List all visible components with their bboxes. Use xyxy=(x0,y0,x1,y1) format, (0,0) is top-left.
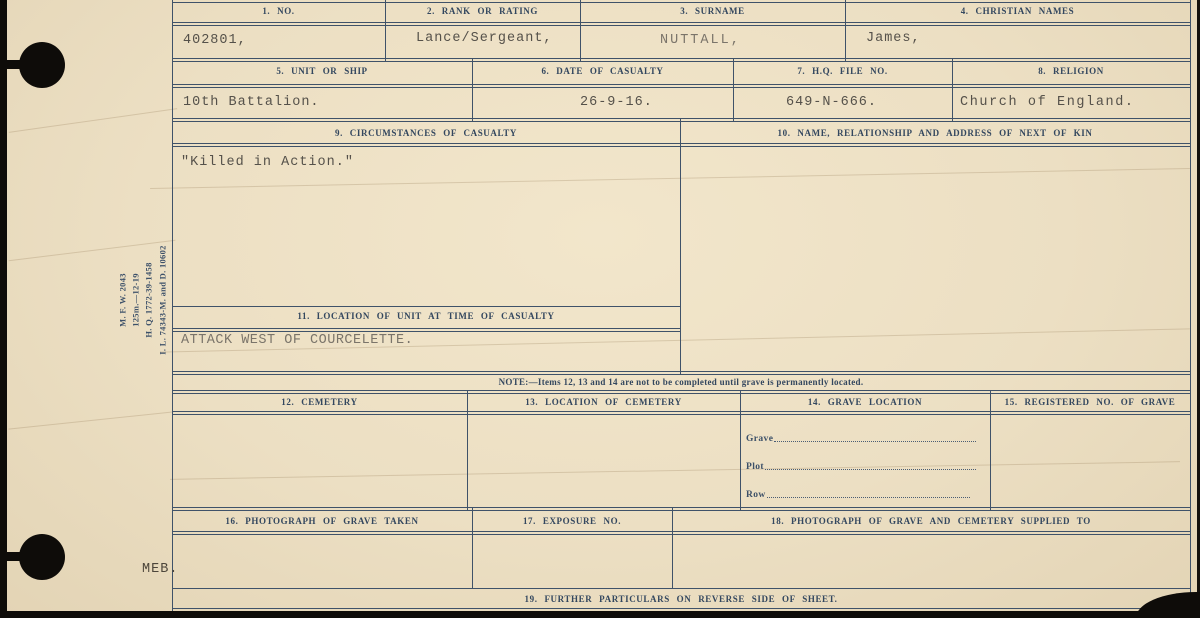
row-entry-label: Row xyxy=(746,490,766,500)
hole-punch-top xyxy=(19,42,65,88)
grave-entry-line xyxy=(746,430,976,444)
rule xyxy=(172,588,1190,589)
field-religion-value: Church of England. xyxy=(960,95,1135,110)
field-cemetery-label: 12. CEMETERY xyxy=(281,397,358,407)
rule xyxy=(172,84,1190,85)
field-date-of-casualty-label: 6. DATE OF CASUALTY xyxy=(541,66,664,76)
rule xyxy=(172,118,1190,119)
scan-edge-bottom xyxy=(0,611,1200,618)
dotted-leader xyxy=(767,497,970,498)
crease-line xyxy=(8,411,173,429)
rule xyxy=(467,390,468,510)
rule xyxy=(172,371,1190,372)
dotted-leader xyxy=(774,441,976,442)
form-reference-line: M. F. W. 2043 xyxy=(117,273,128,327)
rule xyxy=(172,331,680,332)
form-reference-line: I. L. 74343-M. and D. 10602 xyxy=(157,245,168,355)
crease-line xyxy=(170,461,1180,480)
field-registered-no-label: 15. REGISTERED NO. OF GRAVE xyxy=(1004,397,1176,407)
rule xyxy=(172,25,1190,26)
dotted-leader xyxy=(765,469,976,470)
field-further-particulars-label: 19. FURTHER PARTICULARS ON REVERSE SIDE OF SHEET. xyxy=(524,594,838,604)
field-no-label: 1. NO. xyxy=(262,6,295,16)
field-surname-value: NUTTALL, xyxy=(660,33,741,48)
crease-line xyxy=(9,108,177,133)
rule xyxy=(172,414,1190,415)
rule xyxy=(172,510,1190,511)
field-next-of-kin-label: 10. NAME, RELATIONSHIP AND ADDRESS OF NEXT OF KIN xyxy=(777,128,1093,138)
rule xyxy=(172,390,1190,391)
rule xyxy=(172,58,1190,59)
field-christian-names-value: James, xyxy=(866,31,921,46)
field-circumstances-label: 9. CIRCUMSTANCES OF CASUALTY xyxy=(335,128,517,138)
field-christian-names-label: 4. CHRISTIAN NAMES xyxy=(960,6,1075,16)
rule xyxy=(172,393,1190,394)
field-rank-value: Lance/Sergeant, xyxy=(416,31,553,46)
form-reference-line: 125m.—12-19 xyxy=(130,273,141,327)
rule xyxy=(172,61,1190,62)
printer-form-reference xyxy=(117,245,170,354)
rule xyxy=(680,118,681,374)
rule xyxy=(172,22,1190,23)
rule xyxy=(172,328,680,329)
field-cemetery-location-label: 13. LOCATION OF CEMETERY xyxy=(525,397,682,407)
rule xyxy=(740,390,741,510)
field-unit-location-value: ATTACK WEST OF COURCELETTE. xyxy=(181,333,414,348)
field-circumstances-value: "Killed in Action." xyxy=(181,155,354,170)
field-date-of-casualty-value: 26-9-16. xyxy=(580,95,653,110)
rule xyxy=(172,87,1190,88)
field-hq-file-no-value: 649-N-666. xyxy=(786,95,878,110)
field-photo-supplied-label: 18. PHOTOGRAPH OF GRAVE AND CEMETERY SUPPLIED TO xyxy=(771,516,1091,526)
form-reference-line: H. Q. 1772-39-1458 xyxy=(144,262,154,338)
rule xyxy=(172,121,1190,122)
scan-edge-left xyxy=(0,0,7,618)
plot-entry-label: Plot xyxy=(746,462,764,472)
rule xyxy=(172,608,1190,609)
plot-entry-line xyxy=(746,458,976,472)
field-grave-location-label: 14. GRAVE LOCATION xyxy=(807,397,923,407)
clerk-initials: MEB. xyxy=(142,562,179,577)
rule xyxy=(990,390,991,510)
field-unit-value: 10th Battalion. xyxy=(183,95,320,110)
rule xyxy=(172,306,680,307)
row-entry-line xyxy=(746,486,970,500)
rule xyxy=(172,507,1190,508)
grave-entry-label: Grave xyxy=(746,434,774,444)
rule xyxy=(1190,0,1191,611)
note-text: NOTE:—Items 12, 13 and 14 are not to be completed until grave is permanently located. xyxy=(498,377,864,387)
field-no-value: 402801, xyxy=(183,33,247,48)
rule xyxy=(172,374,1190,375)
field-exposure-no-label: 17. EXPOSURE NO. xyxy=(522,516,622,526)
rule xyxy=(172,411,1190,412)
rule xyxy=(172,534,1190,535)
rule xyxy=(172,143,1190,144)
rule xyxy=(172,531,1190,532)
rule xyxy=(172,146,1190,147)
field-unit-label: 5. UNIT OR SHIP xyxy=(276,66,368,76)
rule xyxy=(172,2,1190,3)
hole-punch-bottom xyxy=(19,534,65,580)
field-surname-label: 3. SURNAME xyxy=(680,6,745,16)
field-religion-label: 8. RELIGION xyxy=(1038,66,1104,76)
field-unit-location-label: 11. LOCATION OF UNIT AT TIME OF CASUALTY xyxy=(297,311,555,321)
field-rank-label: 2. RANK OR RATING xyxy=(426,6,539,16)
crease-line xyxy=(150,168,1190,189)
field-photo-taken-label: 16. PHOTOGRAPH OF GRAVE TAKEN xyxy=(225,516,419,526)
field-hq-file-no-label: 7. H.Q. FILE NO. xyxy=(797,66,888,76)
